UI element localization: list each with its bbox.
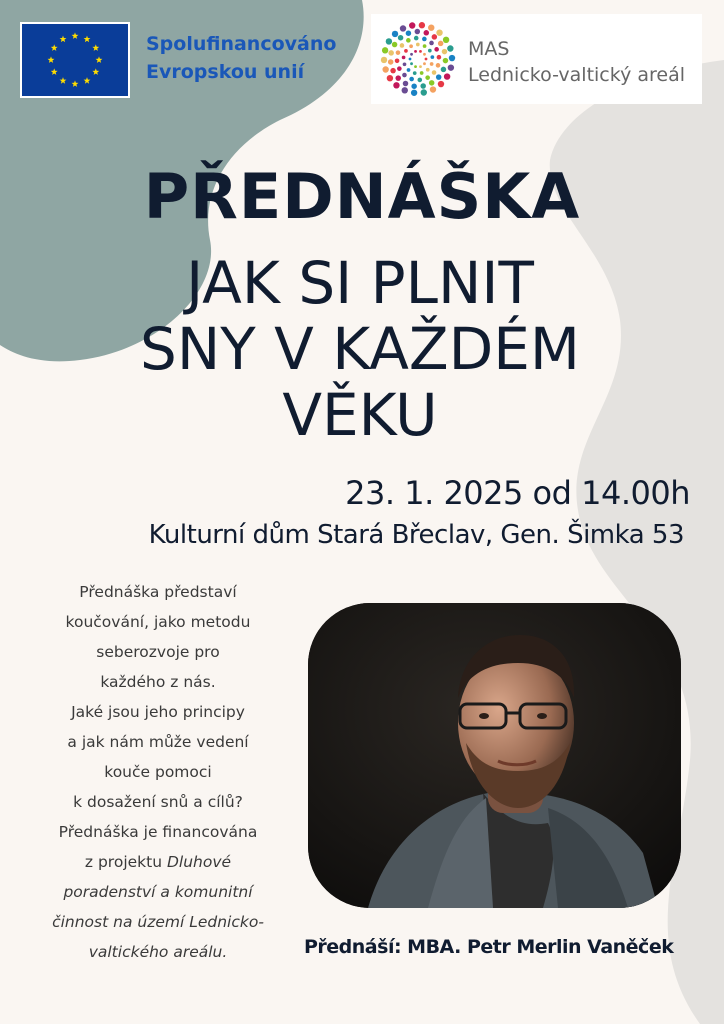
mas-dot [390, 68, 396, 74]
eu-star-icon [92, 68, 99, 75]
mas-dot [386, 38, 392, 44]
mas-dot [398, 35, 404, 41]
mas-dot [428, 24, 434, 30]
mas-text-line-1: MAS [468, 38, 510, 60]
funding-line [30, 847, 286, 877]
mas-dot [397, 66, 402, 71]
mas-dot [400, 43, 405, 48]
mas-dot [382, 66, 388, 72]
mas-dot [417, 78, 422, 83]
mas-dot [431, 55, 435, 59]
mas-dot [402, 73, 407, 78]
mas-dot [423, 44, 427, 48]
mas-dot [447, 45, 453, 51]
eu-text-line-2: Evropskou unií [146, 61, 305, 83]
eu-star-icon [60, 36, 67, 43]
mas-dot [403, 81, 409, 87]
mas-dot [396, 50, 401, 55]
mas-dot [449, 55, 455, 61]
event-venue: Kulturní dům Stará Břeclav, Gen. Šimka 53 [148, 520, 684, 550]
mas-dot [407, 68, 411, 72]
mas-dot [414, 65, 417, 68]
mas-dot [419, 50, 422, 53]
mas-dot [437, 55, 442, 60]
mas-dot [425, 58, 428, 61]
mas-dot [436, 63, 441, 68]
mas-dot [411, 83, 417, 89]
eu-star-icon [72, 32, 79, 39]
description-line: Přednáška představí [79, 583, 237, 601]
lecture-description [30, 577, 286, 967]
description-line: a jak nám může vedení [67, 733, 249, 751]
mas-dot [419, 65, 422, 68]
mas-dot [409, 58, 412, 61]
mas-dot [409, 22, 415, 28]
mas-dot [443, 37, 449, 43]
subtitle-line-1: JAK SI PLNIT [186, 249, 534, 317]
eu-flag-icon [22, 24, 128, 96]
eu-star-icon [51, 44, 58, 51]
mas-dot [429, 41, 434, 46]
mas-dot [410, 53, 413, 56]
mas-dot [415, 29, 421, 35]
mas-dot [419, 22, 425, 28]
mas-dot [432, 70, 437, 75]
mas-dot [404, 49, 408, 53]
description-line: seberozvoje pro [96, 643, 220, 661]
mas-dot [436, 29, 442, 35]
mas-dot [388, 50, 394, 56]
mas-dot [430, 62, 434, 66]
eu-star-icon [84, 36, 91, 43]
mas-dot [414, 50, 417, 53]
eu-star-icon [92, 44, 99, 51]
mas-dot [430, 86, 436, 92]
speaker-photo [308, 603, 681, 908]
mas-dot [402, 56, 406, 60]
mas-dot [420, 83, 426, 89]
mas-dot [441, 67, 447, 73]
funding-line [30, 907, 286, 937]
mas-dot [409, 44, 413, 48]
mas-logo-text [468, 36, 685, 88]
funding-project-name: poradenství a komunitní [63, 883, 253, 901]
mas-dot [393, 82, 399, 88]
mas-dot [413, 71, 417, 75]
mas-dot [395, 58, 400, 63]
mas-dot [403, 62, 407, 66]
mas-spiral-icon [379, 20, 457, 98]
funding-line [30, 877, 286, 907]
description-line: Přednáška je financována [58, 823, 258, 841]
mas-dot [382, 47, 388, 53]
mas-dot [416, 43, 420, 47]
mas-dot [410, 62, 413, 65]
mas-dot [406, 30, 412, 36]
mas-dot [438, 81, 444, 87]
mas-dot [438, 41, 444, 47]
mas-dot [429, 80, 435, 86]
eu-text-line-1: Spolufinancováno [146, 33, 337, 55]
eu-star-icon [51, 68, 58, 75]
mas-dot [411, 90, 417, 96]
mas-dot [392, 31, 398, 37]
event-date: 23. 1. 2025 od 14.00h [345, 474, 690, 512]
description-line: koučování, jako metodu [65, 613, 251, 631]
mas-dot [423, 62, 426, 65]
mas-dot [448, 64, 454, 70]
eu-cofunded-text [146, 30, 336, 86]
mas-dot [392, 42, 398, 48]
funding-project-name: Dluhové [166, 853, 232, 871]
subtitle-line-2: SNY V KAŽDÉM [140, 315, 580, 383]
mas-dot [406, 38, 411, 43]
mas-text-line-2: Lednicko-valtický areál [468, 64, 686, 86]
mas-dot [388, 59, 394, 64]
mas-dot [423, 53, 426, 56]
description-line: každého z nás. [100, 673, 216, 691]
mas-dot [414, 36, 419, 41]
mas-dot [421, 89, 427, 95]
funding-project-name: činnost na území Lednicko- [52, 913, 264, 931]
mas-dot [400, 25, 406, 31]
page-title: PŘEDNÁŠKA [143, 160, 581, 233]
mas-dot [422, 37, 427, 42]
funding-prefix: z projektu [84, 853, 167, 871]
mas-dot [442, 49, 448, 55]
mas-dot [444, 73, 450, 79]
mas-dot [420, 71, 424, 75]
mas-dot [425, 75, 430, 80]
speaker-name: Přednáší: MBA. Petr Merlin Vaněček [304, 936, 674, 958]
description-line: Jaké jsou jeho principy [71, 703, 245, 721]
mas-dot [426, 68, 430, 72]
mas-dot [436, 74, 442, 80]
mas-dot [381, 57, 387, 63]
eu-star-icon [72, 80, 79, 87]
description-line: k dosažení snů a cílů? [73, 793, 243, 811]
eu-star-icon [48, 56, 55, 63]
lecture-subtitle [60, 250, 660, 448]
mas-dot [409, 77, 414, 82]
funding-project-name: valtického areálu. [88, 943, 228, 961]
mas-dot [428, 49, 432, 53]
mas-dot [387, 75, 393, 81]
funding-line [30, 937, 286, 967]
mas-dot [402, 87, 408, 93]
mas-dot [443, 58, 449, 64]
mas-dot [432, 34, 438, 40]
eu-star-icon [96, 56, 103, 63]
subtitle-line-3: VĚKU [282, 381, 438, 449]
mas-dot [395, 75, 401, 81]
mas-logo-box [371, 14, 702, 104]
mas-dot [434, 47, 439, 52]
description-line: kouče pomoci [104, 763, 212, 781]
eu-star-icon [60, 77, 67, 84]
mas-dot [424, 30, 430, 36]
eu-star-icon [84, 77, 91, 84]
